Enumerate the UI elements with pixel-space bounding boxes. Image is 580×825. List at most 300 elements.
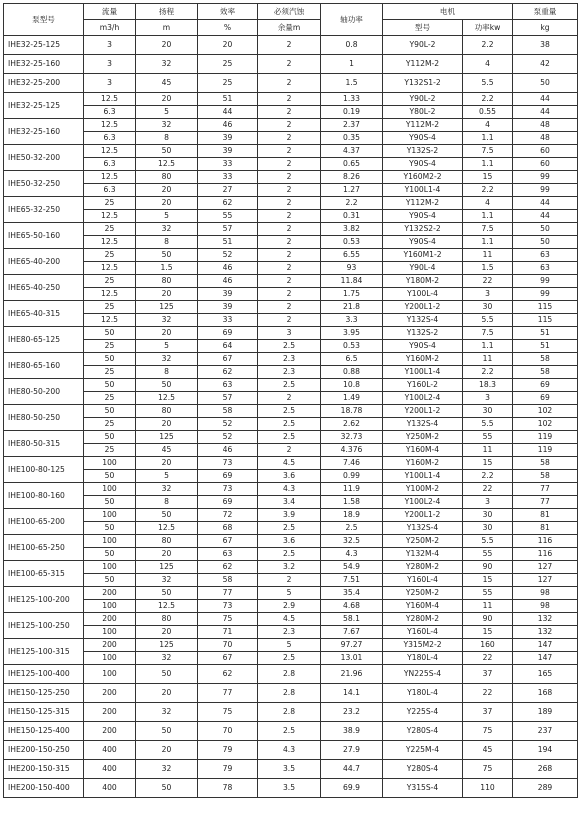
table-row [4,626,578,639]
cell-head: 8 [136,366,198,379]
cell-weight: 268 [513,760,578,779]
cell-shaft-power: 0.88 [321,366,383,379]
cell-npsh: 2 [258,574,321,587]
cell-motor-model: Y250M-2 [383,587,463,600]
cell-shaft-power: 1 [321,55,383,74]
cell-flow: 100 [84,626,136,639]
cell-shaft-power: 4.37 [321,145,383,158]
cell-shaft-power: 2.5 [321,522,383,535]
cell-head: 125 [136,431,198,444]
cell-head: 32 [136,223,198,236]
cell-motor-model: Y132S-2 [383,145,463,158]
cell-head: 8 [136,496,198,509]
table-row [4,418,578,431]
table-row [4,405,578,418]
cell-motor-power: 5.5 [463,418,513,431]
cell-motor-power: 2.2 [463,184,513,197]
cell-weight: 69 [513,392,578,405]
cell-flow: 200 [84,722,136,741]
cell-motor-model: Y132S2-2 [383,223,463,236]
cell-flow: 400 [84,741,136,760]
cell-motor-model: Y90S-4 [383,236,463,249]
cell-head: 20 [136,288,198,301]
cell-flow: 50 [84,496,136,509]
cell-flow: 25 [84,275,136,288]
cell-motor-power: 15 [463,171,513,184]
cell-motor-power: 37 [463,665,513,684]
cell-npsh: 2.5 [258,340,321,353]
cell-motor-model: Y200L1-2 [383,509,463,522]
cell-weight: 98 [513,587,578,600]
cell-model: IHE150-125-315 [4,703,84,722]
cell-motor-model: Y180M-2 [383,275,463,288]
cell-flow: 6.3 [84,158,136,171]
cell-efficiency: 62 [198,665,258,684]
cell-shaft-power: 0.99 [321,470,383,483]
cell-efficiency: 27 [198,184,258,197]
cell-weight: 115 [513,301,578,314]
cell-motor-power: 22 [463,684,513,703]
cell-npsh: 2 [258,275,321,288]
cell-weight: 69 [513,379,578,392]
table-row [4,106,578,119]
cell-motor-power: 1.1 [463,132,513,145]
cell-npsh: 2 [258,392,321,405]
cell-efficiency: 46 [198,275,258,288]
cell-weight: 102 [513,418,578,431]
cell-motor-model: Y160L-2 [383,379,463,392]
table-row [4,36,578,55]
cell-efficiency: 69 [198,327,258,340]
cell-head: 32 [136,574,198,587]
cell-flow: 50 [84,574,136,587]
cell-efficiency: 20 [198,36,258,55]
cell-shaft-power: 18.9 [321,509,383,522]
cell-model: IHE200-150-250 [4,741,84,760]
cell-model: IHE32-25-160 [4,119,84,145]
cell-head: 32 [136,483,198,496]
table-row [4,93,578,106]
cell-efficiency: 67 [198,535,258,548]
cell-motor-model: Y100L2-4 [383,392,463,405]
cell-motor-model: Y100L2-4 [383,496,463,509]
cell-head: 50 [136,779,198,798]
cell-efficiency: 73 [198,600,258,613]
table-row [4,366,578,379]
header-shaft-power: 轴功率 [321,4,383,36]
cell-shaft-power: 97.27 [321,639,383,652]
table-row [4,301,578,314]
cell-efficiency: 33 [198,158,258,171]
cell-efficiency: 25 [198,55,258,74]
table-row [4,470,578,483]
cell-head: 125 [136,639,198,652]
cell-efficiency: 51 [198,236,258,249]
cell-efficiency: 67 [198,353,258,366]
table-row [4,574,578,587]
cell-motor-power: 1.1 [463,340,513,353]
cell-npsh: 4.5 [258,457,321,470]
cell-weight: 132 [513,626,578,639]
cell-motor-power: 11 [463,353,513,366]
cell-head: 8 [136,132,198,145]
cell-efficiency: 25 [198,74,258,93]
cell-motor-model: Y160L-4 [383,626,463,639]
cell-motor-power: 55 [463,548,513,561]
cell-efficiency: 72 [198,509,258,522]
cell-motor-power: 2.2 [463,470,513,483]
cell-shaft-power: 44.7 [321,760,383,779]
cell-model: IHE80-50-200 [4,379,84,405]
cell-head: 50 [136,722,198,741]
cell-motor-model: Y160M-2 [383,457,463,470]
cell-head: 20 [136,684,198,703]
cell-motor-power: 5.5 [463,314,513,327]
cell-shaft-power: 0.35 [321,132,383,145]
cell-npsh: 2.8 [258,665,321,684]
cell-weight: 38 [513,36,578,55]
cell-npsh: 3.2 [258,561,321,574]
cell-weight: 132 [513,613,578,626]
cell-shaft-power: 32.5 [321,535,383,548]
header-motor: 电机 [383,4,513,20]
cell-shaft-power: 1.58 [321,496,383,509]
cell-flow: 6.3 [84,184,136,197]
cell-weight: 58 [513,457,578,470]
cell-weight: 102 [513,405,578,418]
cell-npsh: 2 [258,288,321,301]
cell-model: IHE80-50-250 [4,405,84,431]
cell-motor-model: Y100L1-4 [383,184,463,197]
cell-motor-power: 90 [463,613,513,626]
cell-npsh: 2 [258,145,321,158]
cell-weight: 98 [513,600,578,613]
cell-flow: 25 [84,197,136,210]
cell-flow: 100 [84,652,136,665]
cell-efficiency: 58 [198,574,258,587]
header-motor-model: 型号 [383,20,463,36]
cell-efficiency: 39 [198,132,258,145]
cell-motor-power: 15 [463,626,513,639]
cell-npsh: 2.5 [258,522,321,535]
table-row [4,684,578,703]
cell-motor-power: 11 [463,600,513,613]
cell-motor-power: 30 [463,522,513,535]
cell-motor-power: 15 [463,574,513,587]
cell-weight: 58 [513,470,578,483]
cell-efficiency: 79 [198,741,258,760]
cell-shaft-power: 6.5 [321,353,383,366]
cell-model: IHE80-50-315 [4,431,84,457]
cell-model: IHE32-25-125 [4,93,84,119]
cell-npsh: 2.3 [258,366,321,379]
cell-weight: 116 [513,535,578,548]
cell-efficiency: 79 [198,760,258,779]
cell-model: IHE32-25-125 [4,36,84,55]
table-row [4,509,578,522]
cell-efficiency: 52 [198,418,258,431]
cell-flow: 100 [84,535,136,548]
cell-motor-power: 0.55 [463,106,513,119]
header-flow: 流量 [84,4,136,20]
cell-flow: 3 [84,74,136,93]
cell-flow: 25 [84,366,136,379]
cell-npsh: 2.3 [258,353,321,366]
cell-motor-model: Y160M-4 [383,600,463,613]
cell-motor-model: Y250M-2 [383,535,463,548]
cell-flow: 25 [84,249,136,262]
cell-motor-model: Y200L1-2 [383,301,463,314]
cell-npsh: 3.4 [258,496,321,509]
cell-flow: 12.5 [84,119,136,132]
cell-motor-model: Y90L-2 [383,93,463,106]
cell-weight: 99 [513,288,578,301]
cell-weight: 81 [513,522,578,535]
cell-npsh: 2 [258,93,321,106]
cell-head: 20 [136,197,198,210]
header-flow-unit: m3/h [84,20,136,36]
cell-weight: 58 [513,366,578,379]
table-row [4,639,578,652]
cell-weight: 48 [513,119,578,132]
table-row [4,158,578,171]
cell-motor-power: 45 [463,741,513,760]
cell-weight: 127 [513,574,578,587]
table-body [4,36,578,798]
table-row [4,288,578,301]
cell-shaft-power: 3.3 [321,314,383,327]
cell-shaft-power: 0.53 [321,340,383,353]
cell-shaft-power: 4.376 [321,444,383,457]
cell-flow: 100 [84,561,136,574]
table-row [4,184,578,197]
cell-motor-model: Y132S-4 [383,418,463,431]
cell-npsh: 3.5 [258,760,321,779]
cell-model: IHE80-65-125 [4,327,84,353]
cell-efficiency: 51 [198,93,258,106]
cell-npsh: 2.5 [258,418,321,431]
cell-motor-model: Y225S-4 [383,703,463,722]
table-row [4,665,578,684]
cell-weight: 289 [513,779,578,798]
cell-efficiency: 77 [198,587,258,600]
cell-shaft-power: 7.67 [321,626,383,639]
cell-head: 50 [136,665,198,684]
cell-motor-model: Y132S-4 [383,314,463,327]
cell-head: 20 [136,457,198,470]
cell-motor-model: Y160M2-2 [383,171,463,184]
cell-weight: 99 [513,275,578,288]
cell-motor-power: 55 [463,587,513,600]
cell-flow: 12.5 [84,145,136,158]
cell-motor-model: Y280M-2 [383,561,463,574]
cell-motor-model: Y132S-2 [383,327,463,340]
cell-weight: 81 [513,509,578,522]
cell-motor-power: 3 [463,392,513,405]
cell-flow: 50 [84,405,136,418]
cell-flow: 12.5 [84,288,136,301]
cell-model: IHE125-100-250 [4,613,84,639]
cell-efficiency: 57 [198,223,258,236]
cell-shaft-power: 1.33 [321,93,383,106]
cell-motor-model: Y280S-4 [383,760,463,779]
cell-head: 80 [136,613,198,626]
cell-npsh: 2 [258,106,321,119]
cell-shaft-power: 7.51 [321,574,383,587]
cell-flow: 3 [84,36,136,55]
cell-motor-power: 2.2 [463,366,513,379]
cell-weight: 116 [513,548,578,561]
cell-shaft-power: 6.55 [321,249,383,262]
cell-weight: 60 [513,158,578,171]
cell-head: 50 [136,379,198,392]
cell-model: IHE80-65-160 [4,353,84,379]
cell-model: IHE200-150-400 [4,779,84,798]
cell-motor-power: 30 [463,509,513,522]
cell-motor-model: Y200L1-2 [383,405,463,418]
cell-npsh: 2 [258,171,321,184]
cell-efficiency: 63 [198,548,258,561]
cell-shaft-power: 35.4 [321,587,383,600]
cell-motor-power: 7.5 [463,327,513,340]
cell-model: IHE32-25-200 [4,74,84,93]
table-row [4,55,578,74]
cell-model: IHE100-80-160 [4,483,84,509]
cell-efficiency: 73 [198,457,258,470]
cell-head: 32 [136,55,198,74]
cell-flow: 25 [84,301,136,314]
cell-flow: 200 [84,703,136,722]
cell-model: IHE150-125-400 [4,722,84,741]
cell-shaft-power: 0.19 [321,106,383,119]
cell-motor-model: Y100M-2 [383,483,463,496]
cell-flow: 100 [84,600,136,613]
cell-motor-model: Y112M-2 [383,197,463,210]
cell-efficiency: 69 [198,496,258,509]
cell-weight: 115 [513,314,578,327]
header-efficiency-unit: % [198,20,258,36]
cell-weight: 194 [513,741,578,760]
cell-weight: 77 [513,483,578,496]
cell-motor-model: Y90L-2 [383,36,463,55]
header-npsh-unit: 余量m [258,20,321,36]
cell-model: IHE100-65-315 [4,561,84,587]
cell-npsh: 2 [258,314,321,327]
cell-weight: 51 [513,340,578,353]
cell-shaft-power: 1.49 [321,392,383,405]
cell-motor-power: 3 [463,288,513,301]
cell-motor-power: 110 [463,779,513,798]
cell-efficiency: 78 [198,779,258,798]
cell-head: 20 [136,327,198,340]
cell-flow: 25 [84,223,136,236]
cell-efficiency: 75 [198,613,258,626]
cell-shaft-power: 69.9 [321,779,383,798]
cell-model: IHE65-40-200 [4,249,84,275]
cell-weight: 119 [513,444,578,457]
cell-efficiency: 67 [198,652,258,665]
cell-efficiency: 62 [198,366,258,379]
cell-model: IHE125-100-200 [4,587,84,613]
cell-motor-power: 5.5 [463,535,513,548]
cell-flow: 12.5 [84,210,136,223]
cell-head: 32 [136,353,198,366]
cell-efficiency: 70 [198,722,258,741]
cell-weight: 51 [513,327,578,340]
cell-head: 32 [136,703,198,722]
table-row [4,353,578,366]
cell-shaft-power: 4.3 [321,548,383,561]
cell-motor-model: Y90S-4 [383,132,463,145]
table-row [4,483,578,496]
cell-weight: 77 [513,496,578,509]
cell-shaft-power: 1.5 [321,74,383,93]
cell-weight: 44 [513,210,578,223]
cell-weight: 48 [513,132,578,145]
cell-weight: 44 [513,106,578,119]
cell-npsh: 3.6 [258,470,321,483]
cell-weight: 50 [513,236,578,249]
cell-efficiency: 71 [198,626,258,639]
cell-flow: 200 [84,684,136,703]
cell-motor-power: 4 [463,119,513,132]
cell-motor-power: 1.1 [463,158,513,171]
cell-motor-model: Y225M-4 [383,741,463,760]
cell-head: 80 [136,275,198,288]
cell-efficiency: 77 [198,684,258,703]
cell-motor-model: Y90S-4 [383,340,463,353]
cell-model: IHE50-32-250 [4,171,84,197]
cell-flow: 25 [84,418,136,431]
cell-head: 20 [136,93,198,106]
cell-npsh: 2.3 [258,626,321,639]
table-row [4,587,578,600]
cell-efficiency: 46 [198,444,258,457]
cell-npsh: 5 [258,639,321,652]
cell-flow: 100 [84,457,136,470]
cell-flow: 50 [84,327,136,340]
cell-model: IHE65-50-160 [4,223,84,249]
cell-efficiency: 52 [198,431,258,444]
cell-motor-model: Y160M-4 [383,444,463,457]
cell-motor-model: Y132S1-2 [383,74,463,93]
cell-head: 125 [136,301,198,314]
table-row [4,444,578,457]
cell-npsh: 2.9 [258,600,321,613]
cell-npsh: 3.9 [258,509,321,522]
cell-motor-model: Y80L-2 [383,106,463,119]
cell-flow: 50 [84,470,136,483]
cell-efficiency: 75 [198,703,258,722]
cell-motor-model: Y160M1-2 [383,249,463,262]
cell-shaft-power: 32.73 [321,431,383,444]
cell-shaft-power: 38.9 [321,722,383,741]
cell-model: IHE100-80-125 [4,457,84,483]
cell-motor-model: Y90L-4 [383,262,463,275]
cell-efficiency: 33 [198,171,258,184]
table-row [4,262,578,275]
cell-npsh: 2 [258,223,321,236]
cell-shaft-power: 13.01 [321,652,383,665]
cell-model: IHE200-150-315 [4,760,84,779]
cell-shaft-power: 27.9 [321,741,383,760]
table-row [4,275,578,288]
cell-head: 80 [136,535,198,548]
cell-head: 5 [136,470,198,483]
cell-efficiency: 46 [198,262,258,275]
cell-npsh: 2 [258,36,321,55]
cell-motor-model: Y280M-2 [383,613,463,626]
